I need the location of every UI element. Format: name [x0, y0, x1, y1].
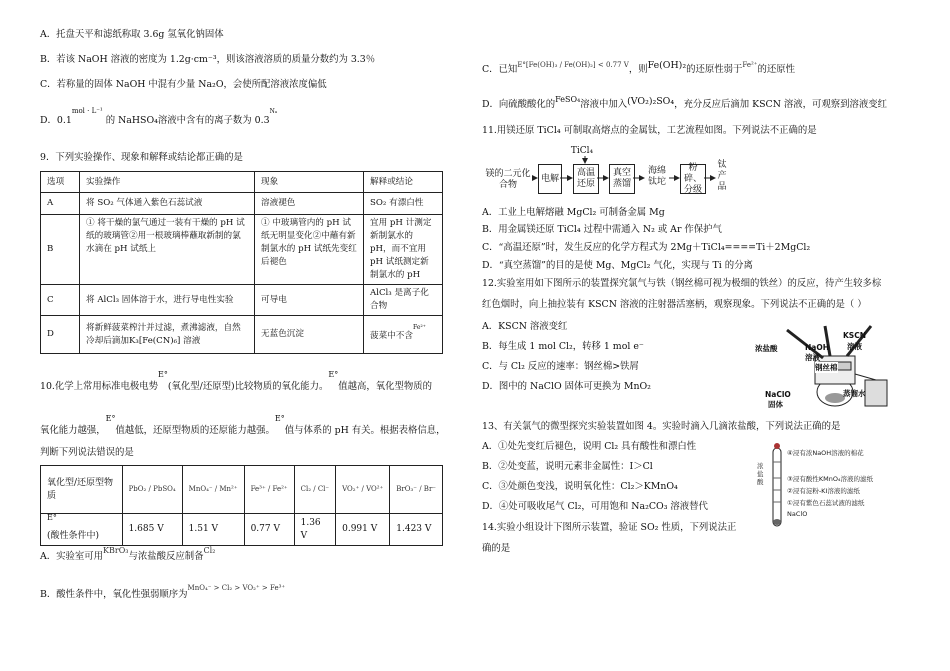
q11-option-a: A．工业上电解熔融 MgCl₂ 可制备金属 Mg	[482, 207, 665, 218]
flow-ticl4-label: TiCl₄	[570, 146, 594, 156]
table-row: B ① 将干燥的氯气通过一装有干燥的 pH 试纸的玻璃管②用一根玻璃棒蘸取新制的氯水滴在 pH 试纸上 ① 中玻璃管内的 pH 试纸无明显变化②中蘸有新制氯水的 pH 试纸先变红后褪色 宜用 pH 计测定新制氯水的 pH，而不宜用 pH 试纸测定新制氯水的 pH	[41, 215, 443, 285]
q12-option-c: C．与 Cl₂ 反应的速率：钢丝棉>铁屑	[482, 361, 639, 372]
q14-line-1: 14.实验小组设计下图所示装置，验证 SO₂ 性质，下列说法正	[482, 522, 737, 533]
q9-title: 9．下列实验操作、现象和解释或结论都正确的是	[40, 152, 243, 163]
label-steel-wool: 钢丝棉	[815, 363, 838, 372]
table-header: 选项	[41, 172, 80, 193]
q10-line-1: 10.化学上常用标准电极电势E°(氧化型/还原型)比较物质的氧化能力。E°值越高，氧化型物质的	[40, 370, 432, 393]
label-3: ③浸有酸性KMnO₄溶液的滤纸	[787, 475, 874, 483]
flow-output: 钛产品	[717, 160, 727, 192]
label-1: ①浸有紫色石蕊试液的滤纸	[787, 499, 865, 507]
flow-input: 镁的二元化合物	[485, 169, 531, 190]
label-acid: 浓盐酸	[757, 462, 764, 486]
q8-option-a: A．托盘天平和滤纸称取 3.6g 氢氧化钠固体	[40, 29, 224, 40]
q13-title: 13、有关氯气的微型探究实验装置如图 4。实验时滴入几滴浓盐酸，下列说法正确的是	[482, 421, 841, 432]
label-2: ②浸有淀粉-KI溶液的滤纸	[787, 487, 860, 495]
q10-option-a: A．实验室可用KBrO₃与浓盐酸反应制备Cl₂	[40, 546, 216, 562]
label-naoh: NaOH	[805, 343, 829, 352]
label-water: 蒸馏水	[843, 389, 866, 398]
table-row: D 将新鲜菠菜榨汁并过滤，煮沸滤液，自然冷却后滴加K₃[Fe(CN)₆] 溶液 无蓝色沉淀 菠菜中不含$^{Fe^{2+}}$	[41, 316, 443, 354]
flow-sponge-ti: 海绵钛坨	[647, 166, 666, 187]
label-naclo13: NaClO	[787, 510, 808, 518]
q13-option-d: D．④处可吸收尾气 Cl₂，可用饱和 Na₂CO₃ 溶液替代	[482, 501, 708, 512]
q12-line-1: 12.实验室用如下图所示的装置探究氯气与铁（钢丝棉可视为极细的铁丝）的反应，待产生较多棕	[482, 278, 882, 289]
table-row: E° (酸性条件中) 1.685 V 1.51 V 0.77 V 1.36 V 0.991 V 1.423 V	[41, 514, 443, 546]
q8-option-d: D．$0.1^{mol \cdot L^{-1}}$ 的 NaHSO₄溶液中含有的离子数为 $0.3^{N_a}$	[40, 107, 278, 127]
q10-option-b: B．酸性条件中，氧化性强弱顺序为$^{MnO_4^- > Cl_2 > VO_2^+ > Fe^{3+}}$	[40, 584, 286, 600]
q8-option-c: C．若称量的固体 NaOH 中混有少量 Na₂O，会使所配溶液浓度偏低	[40, 79, 327, 90]
table-header-row	[41, 172, 443, 193]
table-row: A 将 SO₂ 气体通入紫色石蕊试液 溶液褪色 SO₂ 有漂白性	[41, 193, 443, 215]
q13-option-b: B．②处变蓝，说明元素非金属性：I＞Cl	[482, 461, 653, 472]
q10-option-d: D．向硫酸酸化的FeSO₄溶液中加入(VO₂)₂SO₄，充分反应后滴加 KSCN 溶液，可观察到溶液变红	[482, 95, 888, 110]
label-kscn-solution: 溶液	[847, 342, 862, 351]
table-header: PbO₂ / PbSO₄	[122, 466, 182, 514]
table-header: Fe³⁺ / Fe²⁺	[244, 466, 294, 514]
q11-option-c: C．“高温还原”时，发生反应的化学方程式为 2Mg＋TiCl₄====Ti＋2MgCl₂	[482, 242, 811, 253]
q12-line-2: 红色烟时，向上抽拉装有 KSCN 溶液的注射器活塞柄，观察现象。下列说法不正确的是（ ）	[482, 299, 867, 310]
label-naoh-solution: 溶液	[805, 353, 820, 362]
flow-step-grinding: 粉碎、分级	[680, 164, 706, 194]
label-4: ④浸有浓NaOH溶液的棉花	[787, 449, 864, 457]
label-conc-hcl: 浓盐酸	[755, 344, 778, 353]
flow-step-reduction: 高温还原	[573, 164, 599, 194]
q12-option-a: A．KSCN 溶液变红	[482, 321, 568, 332]
q11-title: 11.用镁还原 TiCl₄ 可制取高熔点的金属钛，工艺流程如图。下列说法不正确的是	[482, 125, 817, 136]
flow-arrows	[475, 0, 950, 220]
table-header: 实验操作	[80, 172, 255, 193]
table-header: VO₂⁺ / VO²⁺	[336, 466, 390, 514]
table-header: MnO₄⁻ / Mn²⁺	[182, 466, 244, 514]
q10-line-3: 判断下列说法错误的是	[40, 447, 134, 458]
label-solid: 固体	[768, 400, 783, 409]
q13-option-a: A．①处先变红后褪色，说明 Cl₂ 具有酸性和漂白性	[482, 441, 697, 452]
label-naclo: NaClO	[765, 390, 791, 399]
table-header-row	[41, 466, 443, 514]
table-row: C 将 AlCl₃ 固体溶于水，进行导电性实验 可导电 AlCl₃ 是离子化合物	[41, 285, 443, 316]
table-header: 解释或结论	[364, 172, 443, 193]
q11-option-b: B．用金属镁还原 TiCl₄ 过程中需通入 N₂ 或 Ar 作保护气	[482, 224, 722, 235]
q10-line-2: 氧化能力越强，E°值越低，还原型物质的还原能力越强。E°值与体系的 pH 有关。根据表格信息，	[40, 414, 446, 437]
q9-table	[40, 171, 443, 354]
flow-step-distillation: 真空蒸馏	[609, 164, 635, 194]
flow-step-electrolysis: 电解	[538, 164, 562, 194]
q14-line-2: 确的是	[482, 543, 511, 554]
table-header: 氧化型/还原型物质	[41, 466, 123, 514]
table-header: BrO₃⁻ / Br⁻	[390, 466, 443, 514]
q8-option-b: B．若该 NaOH 溶液的密度为 1.2g·cm⁻³，则该溶液溶质的质量分数约为 3.3％	[40, 54, 376, 65]
q10-option-c: C．已知$^{E^\circ[Fe(OH)_3 / Fe(OH)_2] < 0.77 V}$，则Fe(OH)₂的还原性弱于$^{Fe^{2+}}$的还原性	[482, 60, 795, 75]
label-kscn: KSCN	[843, 331, 866, 340]
q13-option-c: C．③处颜色变浅，说明氧化性：Cl₂＞KMnO₄	[482, 481, 678, 492]
table-header: Cl₂ / Cl⁻	[294, 466, 336, 514]
q12-option-b: B．每生成 1 mol Cl₂，转移 1 mol e⁻	[482, 341, 644, 352]
q11-option-d: D．“真空蒸馏”的目的是使 Mg、MgCl₂ 气化，实现与 Ti 的分离	[482, 260, 753, 271]
q12-option-d: D．图中的 NaClO 固体可更换为 MnO₂	[482, 381, 651, 392]
table-header: 现象	[255, 172, 364, 193]
q10-table	[40, 465, 443, 546]
